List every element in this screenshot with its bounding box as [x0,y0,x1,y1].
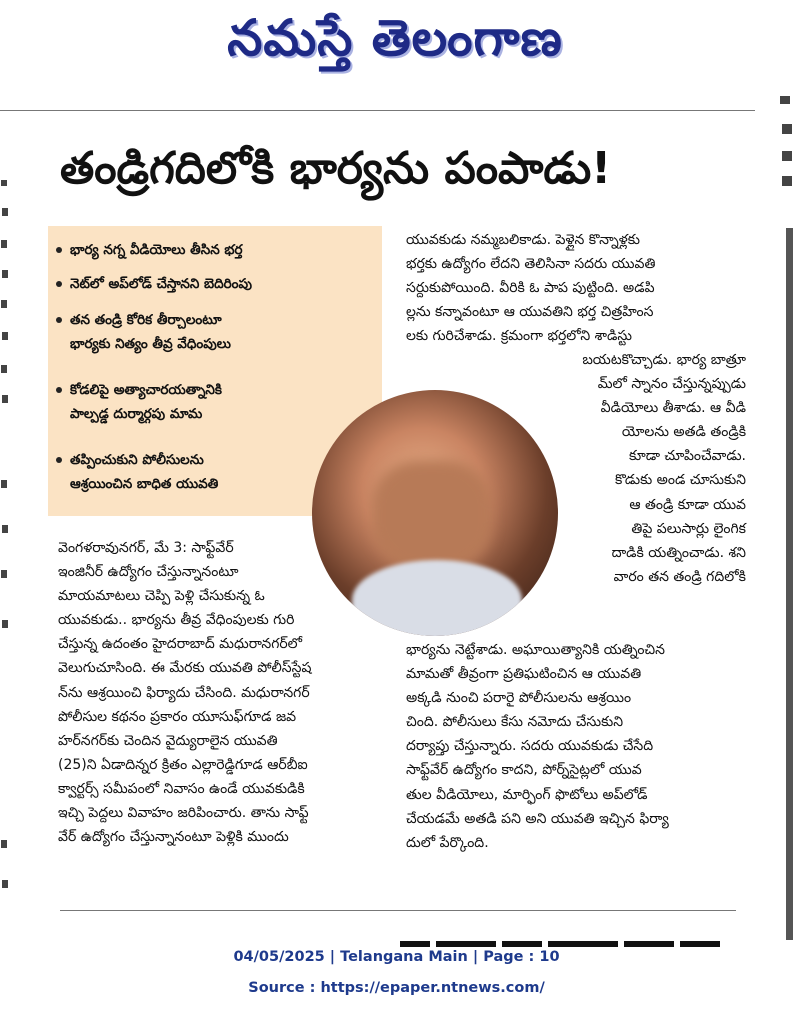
article-line: యువకుడు.. భార్యను తీవ్ర వేధింపులకు గురి [58,612,295,629]
article-line: వీడియోలు తీశాడు. ఆ వీడి [600,400,746,417]
highlight-text: భార్యకు నిత్యం తీవ్ర వేధింపులు [70,336,231,352]
article-line: చింది. పోలీసులు కేసు నమోదు చేసుకుని [406,714,624,731]
highlight-text: కోడలిపై అత్యాచారయత్నానికి [70,382,222,398]
article-line: లకు గురిచేశాడు. క్రమంగా భర్తలోని శాడిస్టు [406,328,633,345]
footer-date-edition: 04/05/2025 | Telangana Main | Page : 10 [233,949,560,965]
article-line: వెలుగుచూసింది. ఈ మేరకు యువతి పోలీస్‌స్టేష [58,660,312,677]
next-article-heading-fragment [400,932,730,938]
article-line: దులో పేర్కొంది. [406,834,489,851]
highlight-text: భార్య నగ్న వీడియోలు తీసిన భర్త [70,242,243,258]
article-line: సాఫ్ట్‌వేర్ ఉద్యోగం కాదని, పోర్న్‌సైట్లలో యువ [406,762,642,779]
highlight-text: పాల్పడ్డ దుర్మార్గపు మామ [70,406,203,422]
article-line: ల్లను కన్నావంటూ ఆ యువతిని భర్త చిత్రహింస [406,304,654,321]
article-line: దాడికి యత్నించాడు. శని [611,544,746,561]
newspaper-masthead: నమస్తే తెలంగాణ [227,8,563,67]
highlight-bullet [56,238,376,262]
highlight-text: నెట్‌లో అప్‌లోడ్ చేస్తానని బెదిరింపు [70,276,252,292]
article-line: (25)ని ఏడాదిన్నర క్రితం ఎల్లారెడ్డిగూడ ఆర్‌బీఐ [58,756,308,773]
article-line: తిపై పలుసార్లు లైంగిక [631,520,746,537]
masthead-divider [0,110,755,111]
right-text-column-top [406,228,746,348]
footer-source: Source : https://epaper.ntnews.com/ [248,980,545,996]
article-line: క్వార్టర్స్ సమీపంలో నివాసం ఉండే యువకుడికి [58,780,305,797]
highlight-text: ఆశ్రయించిన బాధిత యువతి [70,476,219,492]
article-bottom-divider [60,910,736,911]
article-line: ఆ తండ్రి కూడా యువ [629,496,746,513]
article-line: వారం తన తండ్రి గదిలోకి [613,568,746,585]
article-line: యోలను అతడి తండ్రికి [621,424,746,441]
article-line: సర్దుకుపోయింది. వీరికి ఓ పాప పుట్టింది. అడపి [406,280,655,297]
article-line: న్‌ను ఆశ్రయించి ఫిర్యాదు చేసింది. మధురానగర్ [58,684,310,701]
article-line: హర్‌నగర్‌కు చెందిన వైద్యురాలైన యువతి [58,732,278,749]
article-line: ఇంజినీర్ ఉద్యోగం చేస్తున్నానంటూ [58,564,239,581]
article-line: కొడుకు అండ చూసుకుని [614,472,746,489]
bullet-dot-icon [56,247,62,253]
highlight-bullet [56,272,376,296]
photo-figure [372,460,492,570]
article-line: తుల వీడియోలు, మార్ఫింగ్ ఫొటోలు అప్‌లోడ్ [406,786,648,803]
article-line: భార్యను నెట్టేశాడు. అఘాయిత్యానికి యత్నించిన [406,642,665,658]
bullet-dot-icon [56,317,62,323]
blurred-woman-photo [312,390,558,636]
article-line: వెంగళరావునగర్, మే 3: సాఫ్ట్‌వేర్ [58,540,234,556]
article-line: వేర్ ఉద్యోగం చేస్తున్నానంటూ పెళ్లికి ముందు [58,829,289,846]
right-text-column-bottom [406,638,746,855]
article-line: అక్కడి నుంచి పరారై పోలీసులను ఆశ్రయిం [406,690,632,707]
left-page-edge [1,180,9,900]
highlight-text: తన తండ్రి కోరిక తీర్చాలంటూ [70,312,222,328]
bullet-dot-icon [56,387,62,393]
article-line: దర్యాప్తు చేస్తున్నారు. సదరు యువకుడు చేసేది [406,738,654,755]
article-line: కూడా చూపించేవాడు. [629,448,746,465]
right-page-edge [770,96,793,196]
bullet-dot-icon [56,281,62,287]
highlight-text: తప్పించుకుని పోలీసులను [70,452,204,468]
article-line: మామతో తీవ్రంగా ప్రతిఘటించిన ఆ యువతి [406,666,642,683]
cropped-column-fragments [770,96,793,196]
article-line: చేయడమే అతడి పని అని యువతి ఇచ్చిన ఫిర్యా [406,810,669,827]
article-line: యువకుడు నమ్మబలికాడు. పెళ్లైన కొన్నాళ్లకు [406,232,640,248]
article-line: బయటకొచ్చాడు. భార్య బాత్రూ [582,352,746,368]
article-line: ఇచ్చి పెద్దలు వివాహం జరిపించారు. తాను సాఫ్ట్ [58,805,309,822]
article-line: మ్‌లో స్నానం చేస్తున్నప్పుడు [597,376,746,393]
highlight-bullet [56,378,376,426]
highlight-bullet [56,308,376,356]
bullet-dot-icon [56,457,62,463]
article-line: పోలీసుల కథనం ప్రకారం యూసుఫ్‌గూడ జవ [58,708,297,725]
cropped-text-fragments [1,180,9,900]
page-edge-bar [786,228,793,940]
photo-clothing [352,560,522,636]
article-line: చేస్తున్న ఉదంతం హైదరాబాద్ మధురానగర్‌లో [58,636,303,653]
article-headline: తండ్రిగదిలోకి భార్యను పంపాడు! [60,143,612,194]
article-line: భర్తకు ఉద్యోగం లేదని తెలిసినా సదరు యువతి [406,256,656,273]
article-line: మాయమాటలు చెప్పి పెళ్లి చేసుకున్న ఓ [58,588,265,605]
